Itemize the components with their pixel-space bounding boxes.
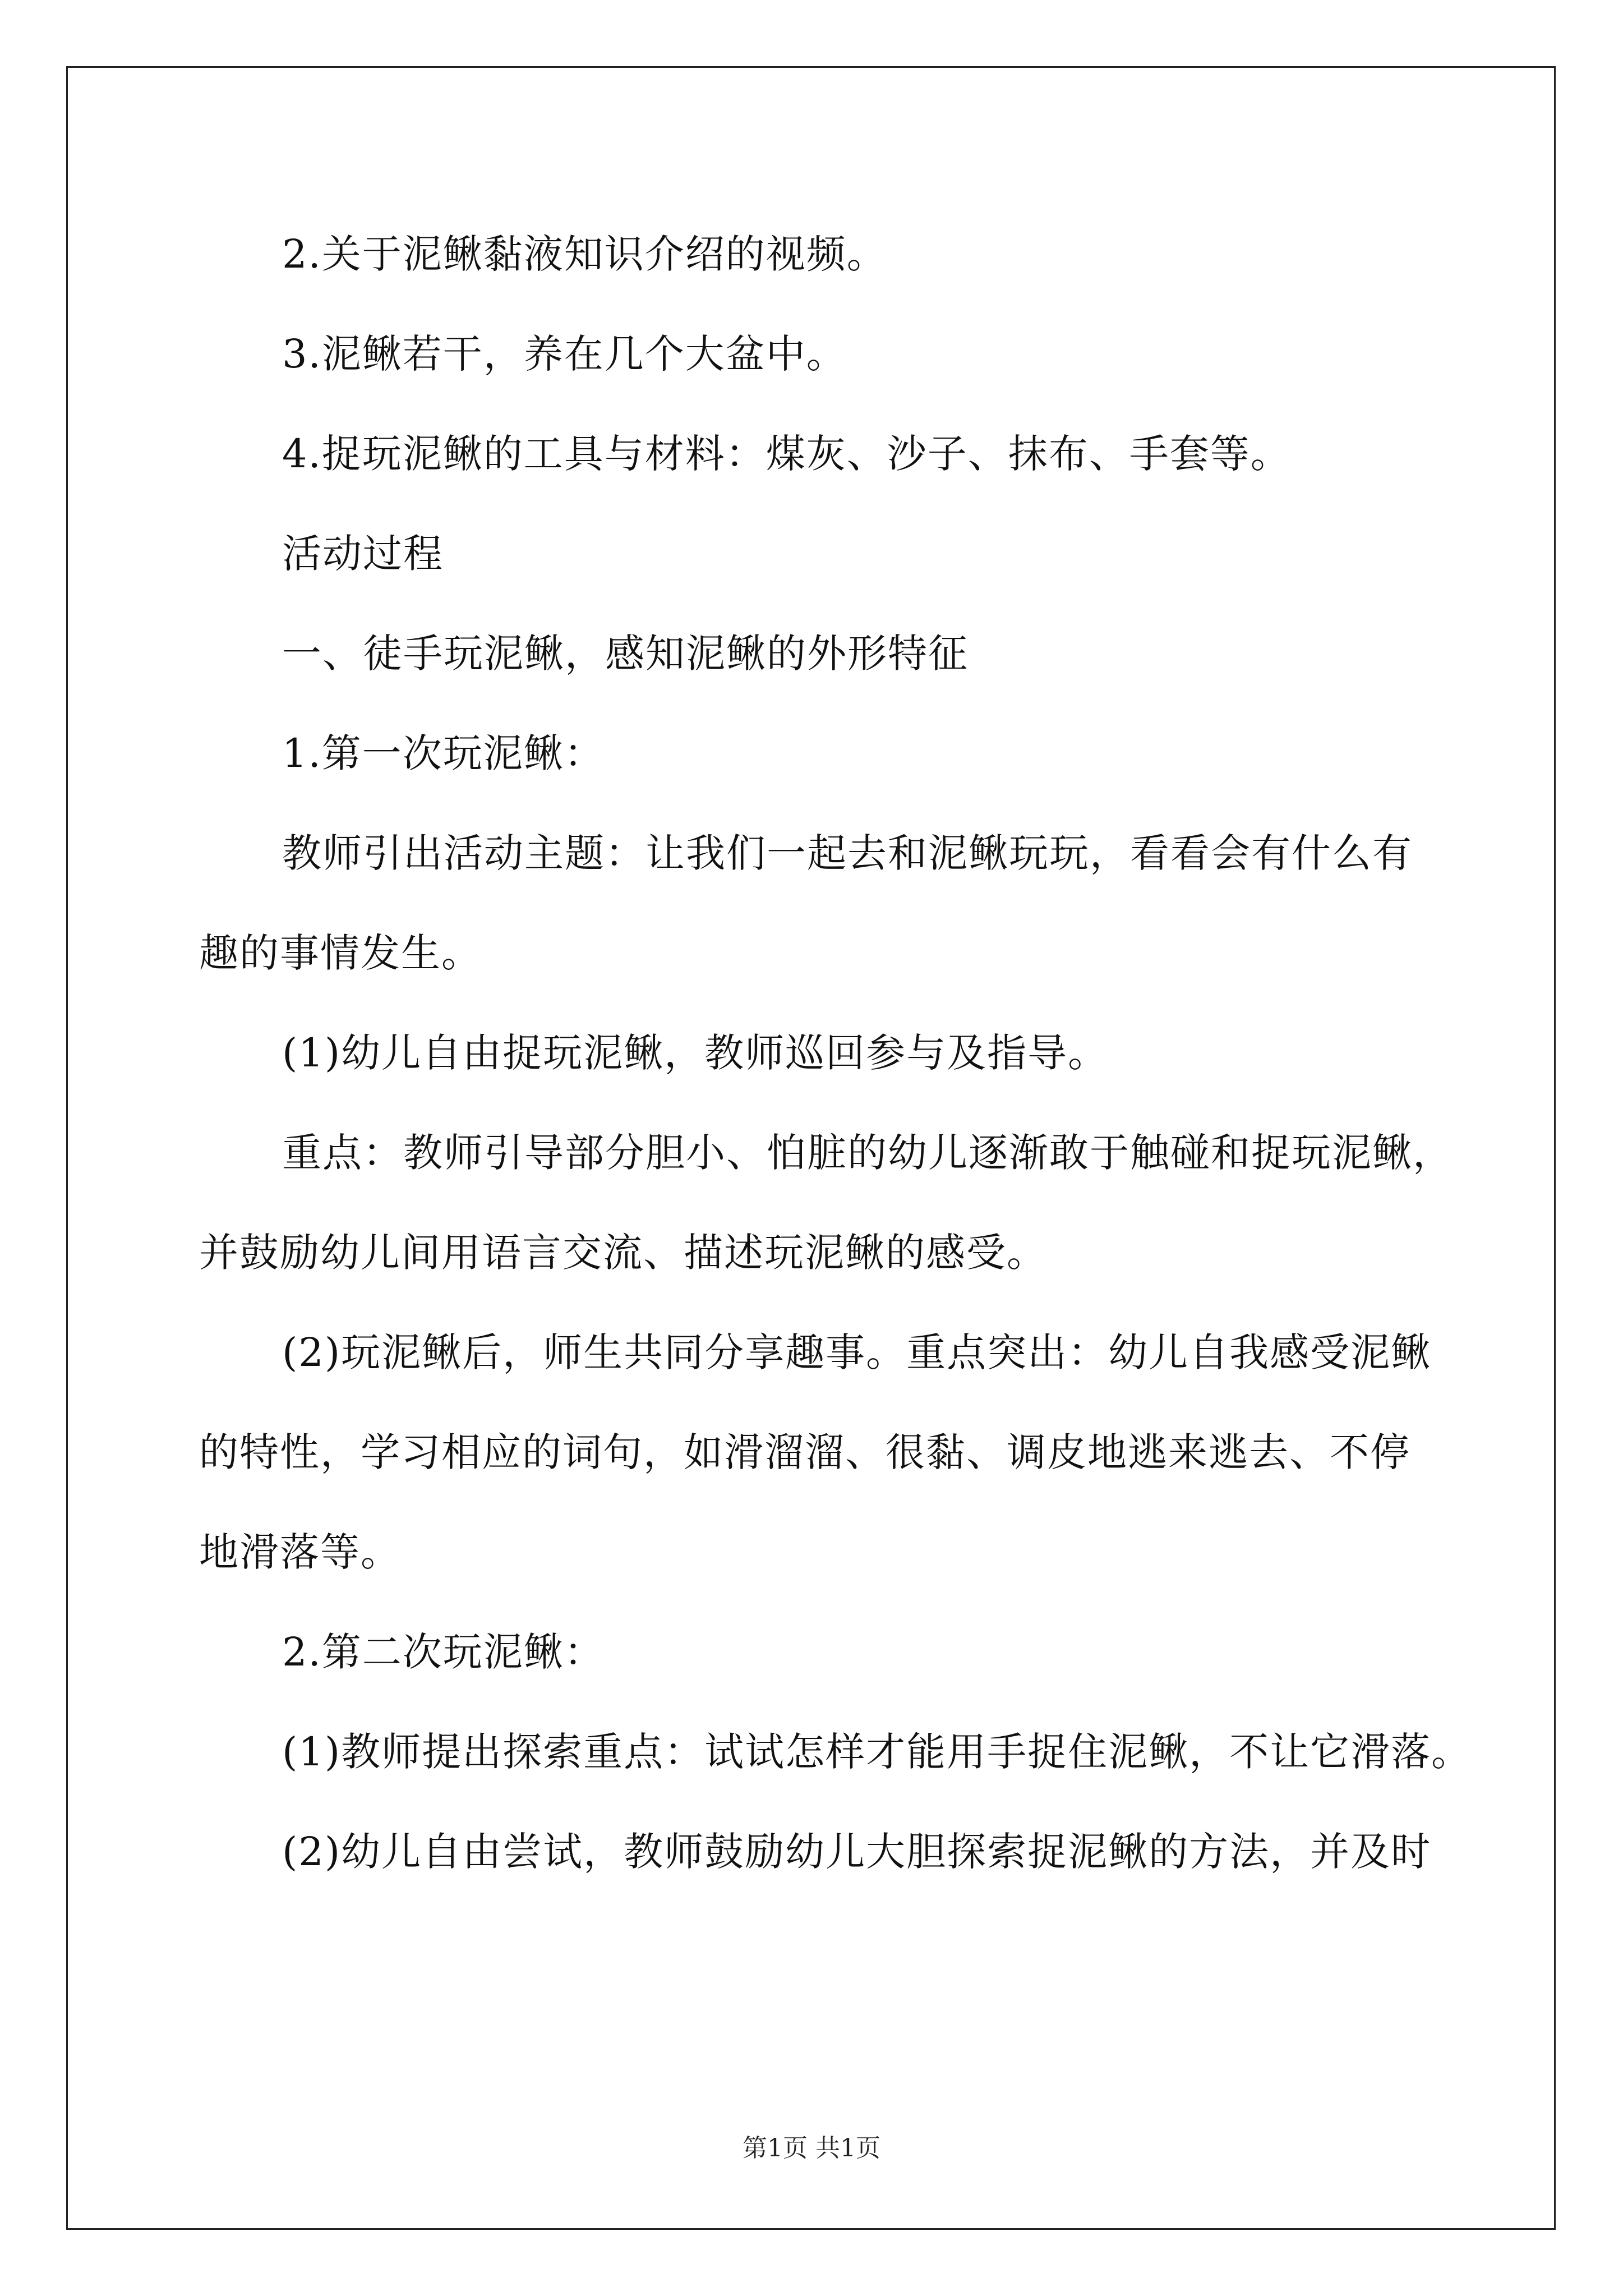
paragraph-share-line3: 地滑落等。: [199, 1529, 401, 1575]
paragraph-explore-focus: (1)教师提出探索重点：试试怎样才能用手捉住泥鳅，不让它滑落。: [282, 1729, 1472, 1775]
paragraph-focus-line1: 重点：教师引导部分胆小、怕脏的幼儿逐渐敢于触碰和捉玩泥鳅，: [282, 1130, 1453, 1176]
paragraph-share-line2: 的特性，学习相应的词句，如滑溜溜、很黏、调皮地逃来逃去、不停: [199, 1429, 1410, 1475]
paragraph-materials-video: 2.关于泥鳅黏液知识介绍的视频。: [282, 231, 887, 277]
section-heading-activity-process: 活动过程: [282, 531, 444, 577]
paragraph-teacher-intro-line1: 教师引出活动主题：让我们一起去和泥鳅玩玩，看看会有什么有: [282, 830, 1413, 876]
paragraph-free-play: (1)幼儿自由捉玩泥鳅，教师巡回参与及指导。: [282, 1030, 1109, 1076]
page-footer: 第1页 共1页: [743, 2134, 880, 2162]
paragraph-focus-line2: 并鼓励幼儿间用语言交流、描述玩泥鳅的感受。: [199, 1230, 1047, 1276]
paragraph-second-play: 2.第二次玩泥鳅：: [282, 1629, 605, 1675]
paragraph-share-line1: (2)玩泥鳅后，师生共同分享趣事。重点突出：幼儿自我感受泥鳅: [282, 1329, 1432, 1375]
paragraph-first-play: 1.第一次玩泥鳅：: [282, 730, 605, 776]
paragraph-materials-tools: 4.捉玩泥鳅的工具与材料：煤灰、沙子、抹布、手套等。: [282, 431, 1291, 477]
subheading-part-one: 一、徒手玩泥鳅，感知泥鳅的外形特征: [282, 631, 969, 677]
paragraph-materials-loaches: 3.泥鳅若干，养在几个大盆中。: [282, 331, 847, 377]
paragraph-teacher-intro-line2: 趣的事情发生。: [199, 930, 482, 976]
paragraph-free-trial: (2)幼儿自由尝试，教师鼓励幼儿大胆探索捉泥鳅的方法，并及时: [282, 1829, 1432, 1875]
